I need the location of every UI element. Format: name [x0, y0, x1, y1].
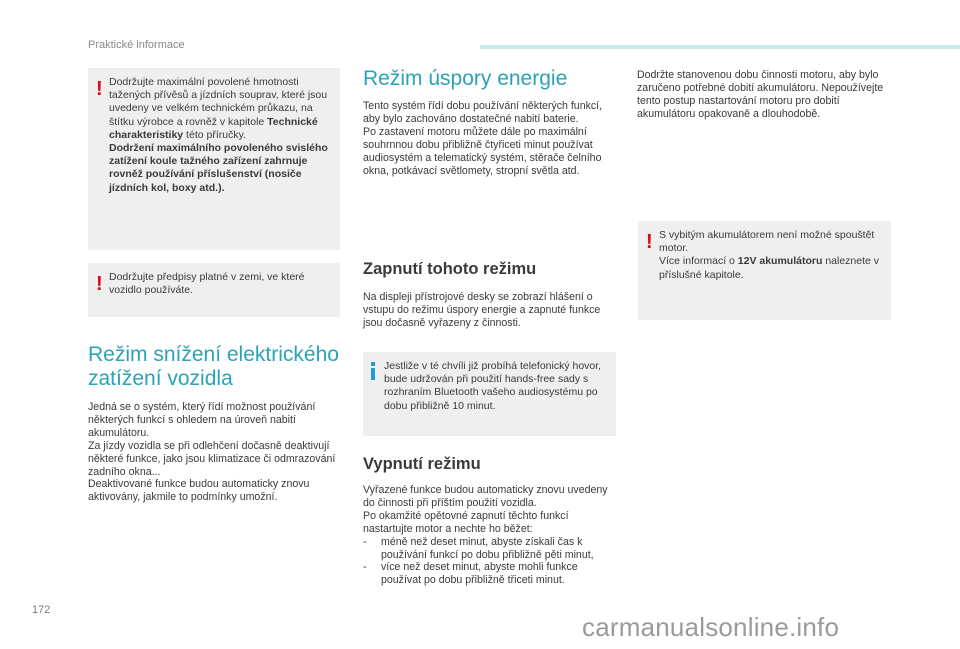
- economy-mode-section: [363, 67, 619, 177]
- warning-battery-text-2: Více informací o 12V akumulátoru naleznete v příslušné kapitole.: [659, 255, 880, 281]
- engine-note: [637, 69, 893, 121]
- warning-weights-bold: Dodržení maximálního povoleného svislého zatížení koule tažného zařízení zahrnuje rovněž používání příslušenství (nosiče jízdních kol, boxy atd.).: [109, 142, 328, 194]
- exclamation-warning-icon: !: [96, 273, 103, 295]
- list-item: - více než deset minut, abyste mohli funkce používat po dobu přibližně třiceti minut.: [363, 561, 578, 587]
- warning-weights-text: Dodržujte maximální povolené hmotnosti tažených přívěsů a jízdních souprav, které jsou uvedeny ve velkém technickém průkazu, na štítku výrobce a rovněž v kapitole Technické charakteristiky této příručky.: [109, 76, 328, 141]
- engine-note-text: Dodržte stanovenou dobu činnosti motoru, aby bylo zaručeno potřebné dobití akumulátoru. Nepoužívejte tento postup nastartování motoru pro dobití akumulátoru opakovaně a dlouhodobě.: [637, 69, 884, 120]
- load-reduction-p1: Jedná se o systém, který řídí možnost používání některých funkcí s ohledem na úroveň nabití akumulátoru.: [88, 401, 316, 439]
- load-reduction-p3: Deaktivované funkce budou automaticky znovu aktivovány, jakmile to podmínky umožní.: [88, 478, 310, 504]
- deactivation-p1: Vyřazené funkce budou automaticky znovu uvedeny do činnosti při příštím použití vozidla.: [363, 484, 608, 509]
- exclamation-warning-icon: !: [96, 78, 103, 100]
- load-reduction-section: [88, 343, 340, 504]
- warning-box-weights: [88, 68, 340, 250]
- economy-mode-p2: Po zastavení motoru můžete dále po maximální souhrnnou dobu přibližně čtyřiceti minut používat audiosystém a telematický systém, stěrače čelního okna, potkávací světlomety, stropní světla atd.: [363, 125, 602, 177]
- info-phone-text: Jestliže v té chvíli již probíhá telefonický hovor, bude udržován při použití hands-free sady s rozhraním Bluetooth vašeho audiosystému po dobu přibližně 10 minut.: [384, 360, 602, 412]
- warning-battery-text-1: S vybitým akumulátorem není možné spouštět motor.: [659, 229, 875, 255]
- warning-regulations-text: Dodržujte předpisy platné v zemi, ve které vozidlo používáte.: [109, 271, 305, 297]
- deactivation-title: Vypnutí režimu: [363, 455, 481, 473]
- economy-mode-p1: Tento systém řídí dobu používání některých funkcí, aby bylo zachováno dostatečné nabití baterie.: [363, 100, 603, 125]
- load-reduction-p2: Za jízdy vozidla se při odlehčení dočasně deaktivují některé funkce, jako jsou klimatizace či odmrazování zadního okna...: [88, 439, 336, 478]
- deactivation-p2: Po okamžité opětovné zapnutí těchto funkcí nastartujte motor a nechte ho běžet:: [363, 509, 569, 535]
- deactivation-section: [363, 454, 619, 587]
- info-box-phone: [363, 352, 616, 436]
- activation-section: [363, 259, 619, 330]
- warning-box-battery: [638, 221, 891, 320]
- list-item: - méně než deset minut, abyste získali čas k používání funkcí po dobu přibližně pěti minut,: [363, 535, 594, 561]
- section-header: Praktické informace: [88, 39, 185, 51]
- exclamation-warning-icon: !: [646, 231, 653, 253]
- load-reduction-title: Režim snížení elektrického zatížení vozidla: [88, 343, 339, 390]
- header-accent-bar: [480, 45, 960, 49]
- info-icon: [371, 362, 375, 379]
- economy-mode-title: Režim úspory energie: [363, 67, 568, 90]
- activation-title: Zapnutí tohoto režimu: [363, 260, 537, 278]
- watermark: carmanualsonline.info: [582, 612, 840, 642]
- warning-box-regulations: [88, 263, 340, 317]
- page-number: 172: [32, 604, 51, 616]
- activation-p1: Na displeji přístrojové desky se zobrazí hlášení o vstupu do režimu úspory energie a zapnuté funkce jsou dočasně vyřazeny z činnosti.: [363, 291, 601, 329]
